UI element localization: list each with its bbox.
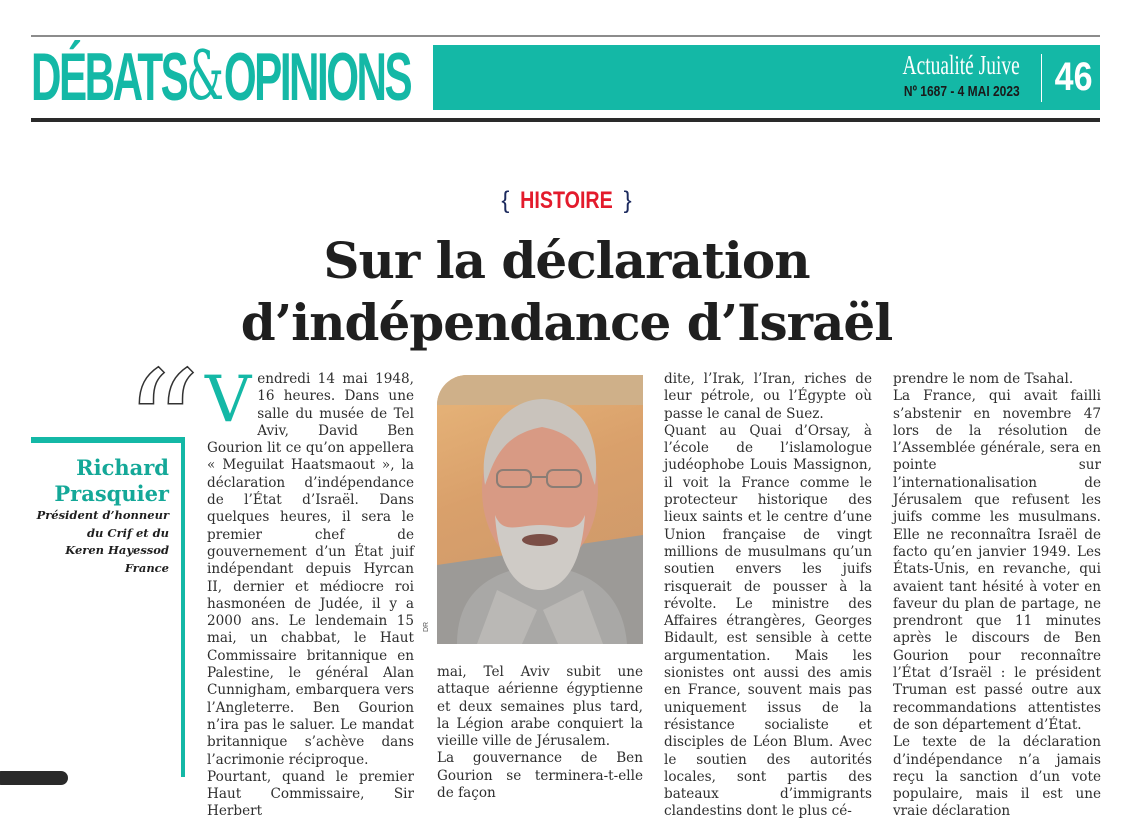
headline	[0, 230, 1133, 354]
header-bottom-rule	[31, 118, 1100, 122]
paragraph: prendre le nom de Tsahal.	[893, 371, 1074, 387]
publication-block	[857, 51, 1020, 100]
article-column-4	[893, 371, 1101, 821]
author-role-line: France	[124, 560, 169, 575]
header-band	[433, 45, 1100, 110]
section-title	[31, 37, 411, 116]
headline-line1: Sur la déclaration	[323, 231, 810, 290]
page-number: 46	[1054, 55, 1092, 99]
author-name	[54, 455, 169, 507]
author-first-name: Richard	[76, 455, 169, 480]
paragraph: La France, qui avait failli s’abstenir en novembre 47 lors de la résolution de l’Assemblée générale, sera en pointe sur l’internationalisation de Jérusalem que refusent les juifs comme les musulmans. Elle ne reconnaîtra Israël de facto qu’en janvier 1949. Les États-Unis, en revanche, qui avaient tant hésité à voter en faveur du plan de partage, ne prendront que 11 minutes après le discours de Ben Gourion pour reconnaître l’État d’Israël : le président Truman est passé outre aux recommandations attentistes de son département d’État.	[893, 388, 1101, 733]
author-box	[31, 437, 185, 777]
headline-line2: d’indépendance d’Israël	[240, 293, 893, 352]
paragraph: dite, l’Irak, l’Iran, riches de leur pétrole, ou l’Égypte où passe le canal de Suez.	[664, 371, 872, 422]
paragraph: mai, Tel Aviv subit une attaque aérienne égyptienne et deux semaines plus tard, la Légion arabe conquiert la vieille ville de Jérusalem.	[437, 664, 643, 750]
portrait-image	[437, 375, 643, 644]
author-last-name: Prasquier	[54, 481, 169, 506]
rubric-open-brace: {	[501, 187, 510, 214]
author-photo	[437, 375, 643, 644]
header-separator	[1041, 54, 1042, 102]
paragraph: La gouvernance de Ben Gourion se terminera-t-elle de façon	[437, 750, 643, 802]
article-column-3	[664, 371, 872, 821]
quote-mark-icon	[124, 362, 201, 432]
author-role-line: Keren Hayessod	[65, 543, 169, 557]
article-column-2	[437, 664, 643, 802]
author-role-line: Président d’honneur	[36, 508, 169, 522]
section-title-part2: OPINIONS	[223, 39, 411, 115]
paragraph: Quant au Quai d’Orsay, à l’école de l’islamologue judéophobe Louis Massignon, il voit la France comme le protecteur historique des lieux saints et le centre d’une Union française de vingt millions de musulmans qu’un soutien envers les juifs risquerait de pousser à la révolte. Le ministre des Affaires étrangères, Georges Bidault, est sensible à cette argumentation. Mais les sionistes ont aussi des amis en France, souvent mais pas uniquement issus de la résistance socialiste et disciples de Léon Blum. Avec le soutien des autorités locales, sont partis des bateaux d’immigrants clandestins dont le plus cé-	[664, 422, 872, 820]
author-role-line: du Crif et du	[87, 525, 169, 540]
drop-cap: V	[205, 363, 252, 437]
rubric	[0, 186, 1133, 216]
paragraph: Le texte de la déclaration d’indépendance n’a jamais reçu la sanction d’un vote populaire, mais il est une vraie déclaration	[893, 734, 1101, 820]
publication-name: Actualité Juive	[902, 50, 1020, 80]
section-title-amp: &	[186, 37, 224, 116]
viewer-tab[interactable]	[0, 771, 68, 785]
paragraph: Pourtant, quand le premier Haut Commissaire, Sir Herbert	[207, 768, 414, 820]
issue-info: Nº 1687 - 4 MAI 2023	[904, 83, 1020, 100]
paragraph: endredi 14 mai 1948, 16 heures. Dans une salle du musée de Tel Aviv, David Ben Gourion lit ce qu’on appellera « Meguilat Haatsmaout », la déclaration d’indépendance de l’État d’Israël. Dans quelques heures, il sera le premier chef de gouvernement d’un État juif indépendant depuis Hyrcan II, dernier et médiocre roi hasmonéen de Judée, il y a 2000 ans. Le lendemain 15 mai, un chabbat, le Haut Commissaire britannique en Palestine, le général Alan Cunnigham, embarquera vers l’Angleterre. Ben Gourion n’ira pas le saluer. Le mandat britannique s’achève dans l’acrimonie réciproque.	[207, 371, 414, 768]
photo-credit: DR	[423, 621, 430, 632]
article-column-1	[205, 363, 414, 821]
author-role	[9, 507, 169, 577]
section-title-part1: DÉBATS	[31, 39, 187, 115]
rubric-label: HISTOIRE	[520, 187, 613, 214]
rubric-close-brace: }	[623, 187, 632, 214]
